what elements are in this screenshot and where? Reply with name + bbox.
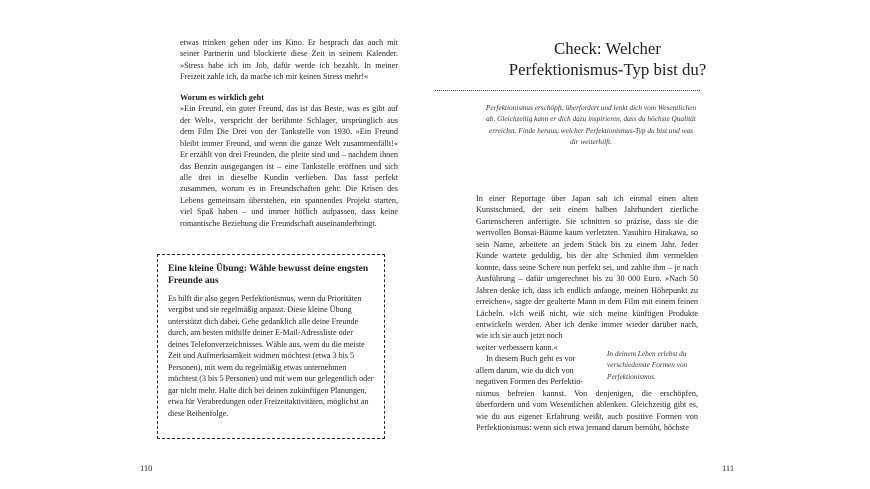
chapter-intro: Perfektionismus erschöpft, überfordert und lenkt dich vom Wesentlichen ab. Gleichzeitig kann er dich dazu inspirieren, dass du höchste Qualität erreichst. Finde heraus, welcher Perfektionismus-Typ du bist und was dir weiterhilft. bbox=[485, 103, 697, 147]
right-paragraph-2-rest: nismus befreien kannst. Von denjenigen, die erschöpfen, überfordern und vom Wesentlichen ablenken. Gleichzeitig gibt es, wie du aus eigener Erfahrung weißt, auch positive Formen von Perfektionismus: wenn sich etwa jemand darum bemüht, höchste bbox=[476, 388, 698, 433]
exercise-box bbox=[157, 254, 385, 439]
left-paragraph-2: »Ein Freund, ein guter Freund, das ist das Beste, was es gibt auf der Welt«, verspricht der berühmte Schlager, ursprünglich aus dem Film Die Drei von der Tankstelle von 1930. »Ein Freund bleibt immer Freund, und wenn die ganze Welt zusammenfällt!« Er erzählt von drei Freunden, die pleite sind und – nachdem ihnen das Benzin ausgegangen ist – eine Tankstelle eröffnen und sich alle drei in dieselbe Kundin verlieben. Das fasst perfekt zusammen, worum es in Freundschaften geht: Die Krisen des Lebens gemeinsam überstehen, ein spannendes Projekt starten, viel Spaß haben – und immer höflich aufpassen, dass keine romantische Beziehung die Freundschaft auseinanderbringt. bbox=[180, 104, 398, 228]
page-number-right: 111 bbox=[722, 463, 735, 473]
section-subheading: Worum es wirklich geht bbox=[180, 92, 264, 102]
exercise-box-title: Eine kleine Übung: Wähle bewusst deine engsten Freunde aus bbox=[168, 263, 369, 286]
title-divider bbox=[435, 90, 700, 91]
right-paragraph-2-line-3: negativen Formen des Perfektio- bbox=[476, 377, 584, 387]
margin-note: In deinem Leben erlebst du verschiedenste Formen von Perfektionismus. bbox=[607, 349, 688, 381]
right-paragraph-1: In einer Reportage über Japan sah ich einmal einen alten Kunstschmied, der seit einem halben Jahrhundert zierliche Gartenscheren anfertigte. Sie schnitten so präzise, dass sie die wertvollen Bonsai-Bäume kaum verletzten. Yasuhiro Hirakawa, so sein Name, arbeitete an jedem Stück bis zu einem Jahr. Jeder Kunde wartete geduldig, bis der alte Schmied ihm vermelden konnte, dass seine Schere nun perfekt sei, und zahlte ihm – je nach Ausführung – dafür umgerechnet bis zu 30 000 Euro. »Nach 50 Jahren denke ich, dass ich endlich anfange, meinen Höhepunkt zu erreichen«, sagte der gealterte Mann in dem Film mit einem feinen Lächeln. »Ich weiß nicht, wie sich meine künftigen Produkte entwickeln werden. Aber ich denke immer wieder darüber nach, wie ich sie auch jetzt noch bbox=[476, 194, 698, 341]
right-page bbox=[435, 0, 870, 489]
right-paragraph-2-line-2: allem darum, wie du dich von bbox=[476, 365, 574, 375]
exercise-box-body: Es hilft dir also gegen Perfektionismus, wenn du Prioritäten vergibst und sie regelmäßig anpasst. Diese kleine Übung unterstützt dich dabei. Gehe gedanklich alle deine Freunde durch, am besten mithilfe deiner E-Mail-Adressliste oder deines Telefonverzeichnisses. Wähle aus, wem du die meiste Zeit und Aufmerksamkeit widmen möchtest (etwa 3 bis 5 Personen), mit wem du regelmäßig etwas unternehmen möchtest (3 bis 5 Personen) und mit wem nur gelegentlich oder gar nicht mehr. Halte dich bei deinen zukünftigen Planungen, etwa für Verabredungen oder Freizeitaktivitäten, möglichst an diese Reihenfolge. bbox=[168, 294, 374, 418]
page-number-left: 110 bbox=[140, 463, 153, 473]
right-paragraph-1-end: weiter verbessern kann.« bbox=[476, 342, 558, 352]
left-paragraph-1: etwas trinken gehen oder ins Kino. Er besprach das auch mit seiner Partnerin und blockierte diese Zeit in seinem Kalender. »Stress habe ich im Job, dafür werde ich bezahlt. In meiner Freizeit zahle ich, da mache ich mir keinen Stress mehr!« bbox=[180, 38, 398, 82]
left-page-text bbox=[180, 37, 398, 229]
chapter-title: Check: Welcher Perfektionismus-Typ bist du? bbox=[508, 39, 707, 79]
right-paragraph-2-line-1: In diesem Buch geht es vor bbox=[486, 354, 576, 364]
right-page-text bbox=[476, 193, 698, 434]
